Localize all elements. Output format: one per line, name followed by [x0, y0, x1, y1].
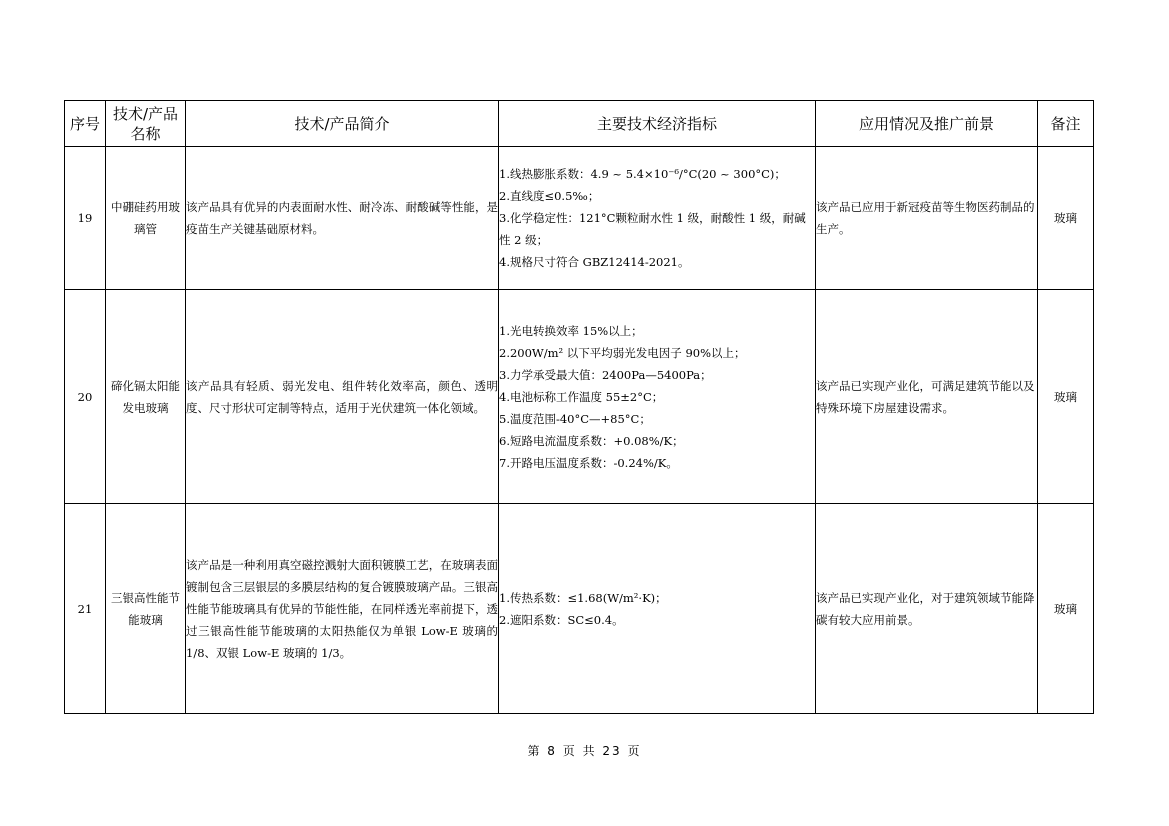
indicator-item: 3.力学承受最大值：2400Pa—5400Pa；	[499, 367, 712, 382]
product-intro: 该产品是一种利用真空磁控溅射大面积镀膜工艺，在玻璃表面镀制包含三层银层的多膜层结构的复合镀膜玻璃产品。三银高性能节能玻璃具有优异的节能性能，在同样透光率前提下，透过三银高性能节能玻璃的太阳热能仅为单银 Low-E 玻璃的 1/8、双银 Low-E 玻璃的 1/3。	[186, 504, 499, 714]
footer-suffix: 页	[627, 744, 642, 758]
product-name: 碲化镉太阳能发电玻璃	[106, 290, 186, 504]
product-name: 三银高性能节能玻璃	[106, 504, 186, 714]
indicator-item: 7.开路电压温度系数：-0.24%/K。	[499, 455, 678, 470]
application-text: 该产品已应用于新冠疫苗等生物医药制品的生产。	[816, 147, 1038, 290]
row-number: 21	[65, 504, 106, 714]
total-page-count: 23	[602, 744, 622, 758]
indicator-item: 6.短路电流温度系数：+0.08%/K；	[499, 433, 684, 448]
indicators-cell	[499, 290, 816, 504]
table-header-row	[65, 101, 1094, 147]
indicator-item: 3.化学稳定性：121°C颗粒耐水性 1 级，耐酸性 1 级，耐碱性 2 级；	[499, 211, 806, 247]
header-no: 序号	[65, 101, 106, 147]
header-name: 技术/产品名称	[106, 101, 186, 147]
footer-prefix: 第	[527, 744, 542, 758]
row-number: 19	[65, 147, 106, 290]
table-row	[65, 504, 1094, 714]
table-row	[65, 290, 1094, 504]
indicator-item: 4.电池标称工作温度 55±2°C；	[499, 389, 664, 404]
indicator-item: 2.遮阳系数：SC≤0.4。	[499, 612, 624, 627]
remark: 玻璃	[1038, 504, 1094, 714]
current-page-number: 8	[547, 744, 557, 758]
application-text: 该产品已实现产业化，可满足建筑节能以及特殊环境下房屋建设需求。	[816, 290, 1038, 504]
indicators-cell	[499, 504, 816, 714]
indicator-item: 4.规格尺寸符合 GBZ12414-2021。	[499, 255, 690, 269]
header-remark: 备注	[1038, 101, 1094, 147]
indicator-item: 5.温度范围-40°C—+85°C；	[499, 411, 651, 426]
indicators-cell	[499, 147, 816, 290]
indicator-item: 1.线热膨胀系数：4.9 ~ 5.4×10⁻⁶/°C(20 ~ 300°C)；	[499, 167, 786, 181]
remark: 玻璃	[1038, 290, 1094, 504]
header-indicators: 主要技术经济指标	[499, 101, 816, 147]
footer-middle: 页 共	[562, 744, 597, 758]
indicator-item: 2.直线度≤0.5‰；	[499, 189, 600, 203]
indicator-item: 1.光电转换效率 15%以上；	[499, 323, 643, 338]
product-name: 中硼硅药用玻璃管	[106, 147, 186, 290]
application-text: 该产品已实现产业化，对于建筑领域节能降碳有较大应用前景。	[816, 504, 1038, 714]
row-number: 20	[65, 290, 106, 504]
header-intro: 技术/产品简介	[186, 101, 499, 147]
product-intro: 该产品具有轻质、弱光发电、组件转化效率高，颜色、透明度、尺寸形状可定制等特点，适用于光伏建筑一体化领域。	[186, 290, 499, 504]
indicator-item: 1.传热系数：≤1.68(W/m²·K)；	[499, 590, 667, 605]
header-application: 应用情况及推广前景	[816, 101, 1038, 147]
product-intro: 该产品具有优异的内表面耐水性、耐冷冻、耐酸碱等性能，是疫苗生产关键基础原材料。	[186, 147, 499, 290]
table-row	[65, 147, 1094, 290]
remark: 玻璃	[1038, 147, 1094, 290]
product-table	[64, 100, 1094, 714]
page-footer	[0, 742, 1169, 759]
indicator-item: 2.200W/m² 以下平均弱光发电因子 90%以上；	[499, 345, 746, 360]
